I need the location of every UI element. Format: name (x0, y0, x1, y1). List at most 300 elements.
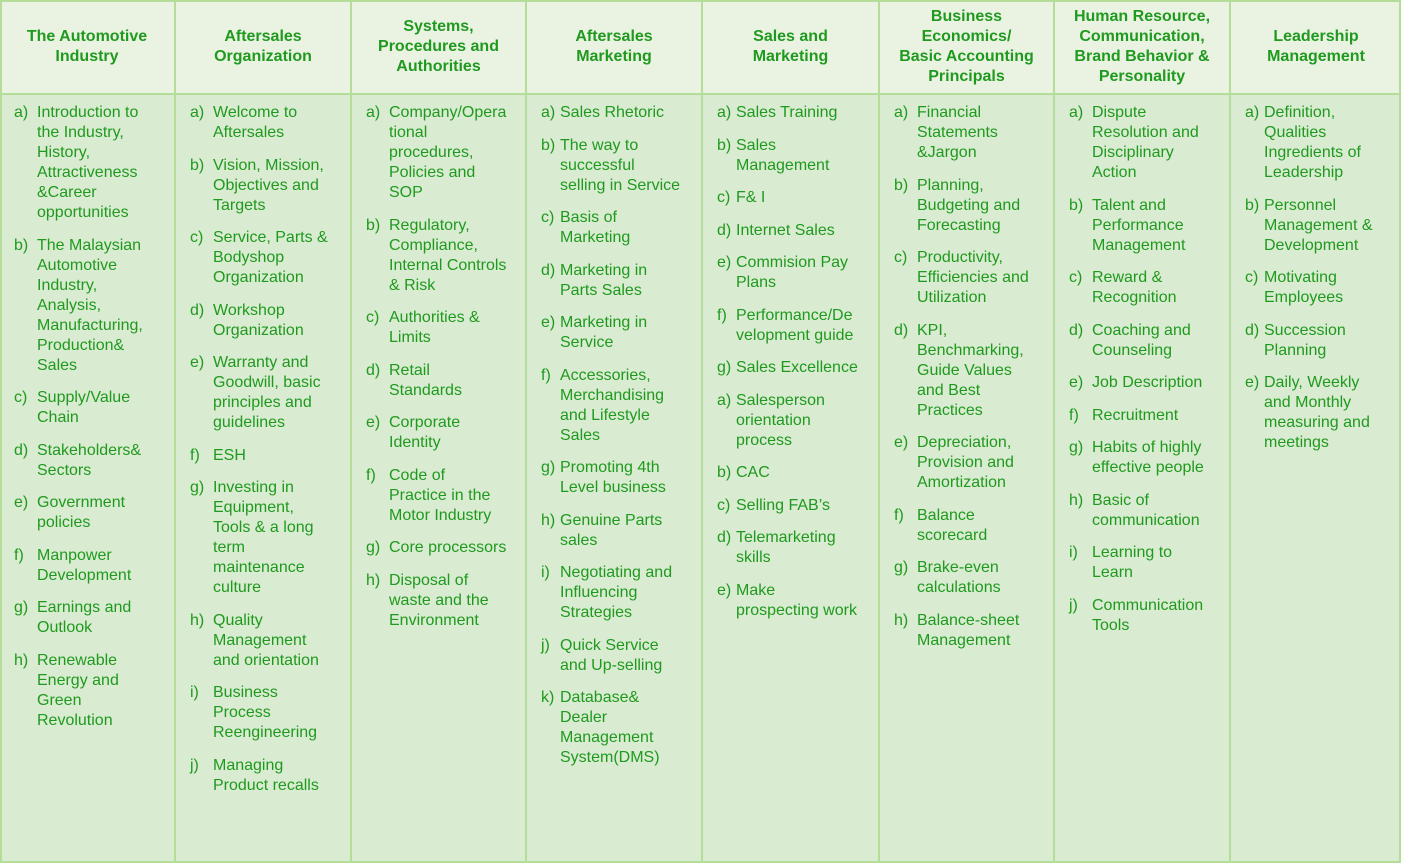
list-item-line: Investing in (213, 479, 294, 496)
list-item-line: Learning to (1092, 544, 1173, 561)
list-item-line: Habits of highly (1092, 439, 1202, 456)
list-item-text (736, 136, 874, 176)
list-item-line: Management (736, 156, 830, 174)
list-item (541, 458, 697, 498)
list-item-text (37, 546, 170, 586)
list-item-marker: f) (14, 546, 24, 564)
list-item-marker: e) (14, 494, 29, 511)
list-item-line: effective people (1092, 459, 1204, 476)
list-item-marker: g) (190, 479, 205, 496)
list-item (717, 306, 874, 346)
list-item-marker: i) (190, 684, 199, 701)
list-item (717, 528, 874, 568)
list-item-line: Recognition (1092, 289, 1177, 306)
list-item-line: Qualities (1264, 124, 1327, 141)
list-item-line: skills (736, 549, 771, 566)
column-header-line: Human Resource, (1073, 7, 1211, 25)
list-item-marker: b) (541, 136, 556, 154)
list-item-marker: c) (190, 229, 204, 246)
list-item-line: Sectors (37, 461, 92, 479)
list-item-line: culture (213, 579, 262, 596)
list-item-line: calculations (917, 579, 1001, 596)
list-item-line: Quick Service (560, 636, 659, 654)
list-item-marker: f) (541, 366, 551, 384)
list-item-marker: a) (717, 104, 732, 121)
list-item-text (736, 496, 874, 516)
list-item-text (560, 261, 697, 301)
list-item-line: Standards (389, 381, 462, 399)
list-item-marker: a) (190, 104, 205, 121)
list-item-line: selling in Service (560, 176, 681, 194)
list-item (894, 176, 1049, 236)
list-item-line: Automotive (37, 256, 118, 274)
list-item-marker: c) (717, 496, 731, 514)
list-item-line: Dispute (1092, 104, 1147, 121)
column-header-line: Procedures and (378, 37, 499, 55)
list-item-text (389, 103, 521, 203)
list-item-line: tional (389, 124, 428, 141)
list-item-line: Business (213, 684, 278, 701)
column-header (1055, 0, 1231, 95)
list-item (14, 651, 170, 731)
list-item-line: Earnings and (37, 599, 132, 616)
list-item-marker: j) (190, 756, 199, 774)
list-item-marker: b) (717, 136, 732, 154)
list-item (190, 228, 346, 288)
list-item-line: Product recalls (213, 776, 319, 794)
column-header-line: Principals (928, 67, 1005, 85)
list-item-line: Tools & a long (213, 519, 314, 536)
list-item-text (736, 103, 874, 123)
list-item (190, 301, 346, 341)
list-item-marker: h) (894, 611, 909, 629)
list-item-line: Learn (1092, 564, 1133, 581)
list-item (717, 103, 874, 123)
list-item-line: Manufacturing, (37, 316, 143, 334)
list-item (1069, 438, 1225, 478)
list-item-text (917, 248, 1049, 308)
list-item-line: Level business (560, 479, 666, 496)
list-item-text (917, 558, 1049, 598)
list-item-line: procedures, (389, 144, 474, 161)
list-item-line: Negotiating and (560, 564, 673, 581)
list-item (366, 308, 521, 348)
list-item-line: Amortization (917, 474, 1006, 491)
list-item-line: Coaching and (1092, 321, 1191, 339)
list-item-line: Brake-even (917, 559, 999, 576)
list-item-line: Definition, (1264, 104, 1336, 121)
list-item-marker: b) (366, 216, 381, 234)
list-item-text (213, 156, 346, 216)
list-item-line: orientation (736, 411, 811, 429)
list-item-text (917, 433, 1049, 493)
list-item-marker: a) (366, 104, 381, 121)
list-item-line: Parts Sales (560, 281, 642, 299)
list-item (1069, 543, 1225, 583)
column-body (703, 95, 880, 863)
list-item-marker: c) (366, 309, 380, 326)
list-item (1245, 268, 1397, 308)
list-item-line: waste and the (389, 591, 489, 609)
list-item-line: Succession (1264, 321, 1346, 339)
list-item-marker: e) (190, 354, 205, 371)
list-item-line: Genuine Parts (560, 511, 663, 529)
list-item-text (560, 136, 697, 196)
column-header (703, 0, 880, 95)
list-item-text (560, 103, 697, 123)
list-item-line: Accessories, (560, 366, 651, 384)
list-item-marker: g) (541, 459, 556, 476)
list-item-text (1092, 103, 1225, 183)
list-item-text (917, 321, 1049, 421)
column-header-line: The Automotive (26, 27, 148, 45)
list-item-line: Management (917, 631, 1011, 649)
list-item-marker: c) (1069, 269, 1083, 286)
list-item-line: Daily, Weekly (1264, 374, 1360, 391)
list-item-line: Sales (560, 426, 601, 444)
list-item-marker: f) (894, 506, 904, 524)
list-item-line: prospecting work (736, 601, 857, 619)
list-item (894, 558, 1049, 598)
list-item-marker: g) (1069, 439, 1084, 456)
list-item (541, 563, 697, 623)
list-item-marker: f) (190, 446, 200, 464)
list-item-text (213, 228, 346, 288)
list-item-line: Plans (736, 274, 777, 291)
list-item-line: CAC (736, 464, 770, 481)
list-item-line: Disposal of (389, 571, 469, 589)
list-item-marker: k) (541, 689, 555, 706)
list-item-marker: a) (1245, 104, 1260, 121)
list-item-line: Policies and (389, 164, 476, 181)
list-item-text (389, 571, 521, 631)
list-item-marker: b) (1069, 196, 1084, 214)
list-item-text (560, 208, 697, 248)
list-item-line: Basic of (1092, 491, 1149, 509)
list-item-line: term (213, 539, 245, 556)
column-body (352, 95, 527, 863)
column-header-line: Authorities (396, 57, 481, 75)
list-item (190, 103, 346, 143)
column-header-line: Communication, (1079, 27, 1205, 45)
list-item-line: Energy and (37, 671, 119, 689)
list-item-marker: b) (717, 464, 732, 481)
list-item-line: Regulatory, (389, 216, 470, 234)
list-item-marker: b) (14, 236, 29, 254)
list-item-line: Manpower (37, 546, 112, 564)
list-item (366, 103, 521, 203)
list-item (366, 216, 521, 296)
column-header (176, 0, 352, 95)
list-item-line: Sales Training (736, 104, 838, 121)
list-item-line: Basis of (560, 209, 617, 226)
list-item-text (560, 458, 697, 498)
list-item-marker: a) (14, 104, 29, 121)
list-item-line: Selling FAB’s (736, 496, 830, 514)
list-item-marker: d) (1069, 321, 1084, 339)
list-item-text (1092, 373, 1225, 393)
list-item (1245, 196, 1397, 256)
list-item-marker: g) (894, 559, 909, 576)
list-item-marker: h) (14, 651, 29, 669)
list-item-text (213, 301, 346, 341)
list-item-line: Guide Values (917, 361, 1012, 379)
list-item-line: policies (37, 514, 91, 531)
list-item-line: & Risk (389, 276, 436, 294)
list-item (366, 466, 521, 526)
list-item-line: SOP (389, 184, 423, 201)
list-item (1069, 321, 1225, 361)
list-item-line: Renewable (37, 651, 118, 669)
list-item (190, 611, 346, 671)
list-item-line: Bodyshop (213, 249, 285, 266)
list-item-marker: d) (1245, 321, 1260, 339)
list-item-line: Workshop (213, 301, 285, 319)
list-item-marker: i) (541, 564, 550, 581)
list-item-text (389, 308, 521, 348)
list-item-line: Balance (917, 506, 975, 524)
list-item-marker: g) (14, 599, 29, 616)
list-item-line: Aftersales (213, 124, 285, 141)
list-item-line: and Lifestyle (560, 406, 650, 424)
list-item-text (37, 441, 170, 481)
list-item-text (389, 216, 521, 296)
list-item (1069, 196, 1225, 256)
list-item-text (1092, 268, 1225, 308)
list-item-marker: a) (717, 391, 732, 409)
list-item-marker: h) (541, 511, 556, 529)
list-item-marker: j) (1069, 596, 1078, 614)
list-item-line: Tools (1092, 616, 1130, 634)
list-item (717, 496, 874, 516)
list-item-line: Resolution and (1092, 124, 1199, 141)
list-item (14, 103, 170, 223)
list-item-line: Analysis, (37, 296, 102, 314)
column-header-line: Marketing (576, 47, 652, 65)
list-item (717, 136, 874, 176)
list-item-marker: e) (717, 581, 732, 599)
list-item (190, 156, 346, 216)
list-item-text (736, 391, 874, 451)
column-header (352, 0, 527, 95)
list-item-marker: e) (894, 434, 909, 451)
list-item (366, 571, 521, 631)
list-item-text (1092, 491, 1225, 531)
list-item-line: opportunities (37, 204, 129, 221)
list-item (1245, 321, 1397, 361)
list-item (1069, 596, 1225, 636)
list-item-marker: e) (1245, 374, 1260, 391)
list-item-line: Balance-sheet (917, 611, 1020, 629)
list-item-line: Reengineering (213, 724, 318, 741)
list-item-line: Managing (213, 756, 284, 774)
list-item-line: Salesperson (736, 391, 825, 409)
list-item-text (37, 236, 170, 376)
list-item-line: Attractiveness (37, 164, 138, 181)
column-header-line: Marketing (752, 47, 829, 65)
list-item-line: Employees (1264, 289, 1344, 306)
list-item-line: maintenance (213, 559, 305, 576)
list-item-text (213, 446, 346, 466)
list-item-marker: c) (541, 209, 555, 226)
list-item-line: Practice in the (389, 486, 491, 504)
list-item-line: Sales Rhetoric (560, 104, 665, 121)
list-item-text (736, 306, 874, 346)
list-item-line: Ingredients of (1264, 144, 1361, 161)
list-item-line: Internet Sales (736, 221, 835, 239)
list-item-text (1264, 196, 1397, 256)
list-item-text (1264, 103, 1397, 183)
list-item (1069, 268, 1225, 308)
column-body (1055, 95, 1231, 863)
list-item-line: Planning (1264, 341, 1327, 359)
list-item-text (560, 563, 697, 623)
column-header-line: Economics/ (921, 27, 1012, 45)
list-item-line: Service, Parts & (213, 229, 328, 246)
list-item (1069, 406, 1225, 426)
list-item-text (37, 493, 170, 533)
list-item (1245, 103, 1397, 183)
list-item-line: and Best (917, 381, 981, 399)
list-item-line: Productivity, (917, 249, 1003, 266)
list-item-line: sales (560, 531, 598, 549)
list-item-line: Supply/Value (37, 389, 131, 406)
list-item-line: Recruitment (1092, 406, 1179, 424)
list-item-text (213, 353, 346, 433)
list-item-text (1092, 438, 1225, 478)
list-item-text (1092, 406, 1225, 426)
list-item-line: Internal Controls (389, 256, 507, 274)
list-item-marker: d) (717, 529, 732, 546)
list-item-line: Planning, (917, 176, 984, 194)
list-item-marker: d) (366, 361, 381, 379)
list-item-text (37, 598, 170, 638)
list-item-line: Counseling (1092, 341, 1173, 359)
list-item-line: Benchmarking, (917, 341, 1024, 359)
list-item-text (560, 688, 697, 768)
list-item (717, 463, 874, 483)
column-header (0, 0, 176, 95)
column-body (0, 95, 176, 863)
column-header (527, 0, 703, 95)
list-item-line: Sales (37, 356, 78, 374)
list-item-line: Identity (389, 434, 441, 451)
column-body (527, 95, 703, 863)
list-item-text (917, 103, 1049, 163)
list-item (1245, 373, 1397, 453)
list-item-marker: c) (717, 189, 731, 206)
list-item-line: Statements (917, 124, 998, 141)
list-item (1069, 103, 1225, 183)
list-item-text (389, 538, 521, 558)
list-item-line: System(DMS) (560, 749, 660, 766)
list-item-marker: g) (366, 539, 381, 556)
list-item-line: Goodwill, basic (213, 374, 321, 391)
list-item-line: Performance/De (736, 306, 853, 324)
list-item-line: Action (1092, 164, 1137, 181)
list-item-marker: d) (717, 221, 732, 239)
list-item-line: process (736, 431, 793, 449)
list-item-line: Warranty and (213, 354, 309, 371)
list-item-line: Marketing in (560, 314, 648, 331)
list-item (541, 103, 697, 123)
list-item-text (560, 366, 697, 446)
column-header-line: Industry (55, 47, 119, 65)
list-item-line: Communication (1092, 596, 1204, 614)
list-item-line: Marketing (560, 229, 631, 246)
list-item-line: Influencing (560, 584, 638, 601)
list-item-text (213, 103, 346, 143)
list-item-line: Environment (389, 611, 479, 629)
list-item-text (1264, 321, 1397, 361)
list-item-text (37, 651, 170, 731)
list-item-text (917, 611, 1049, 651)
list-item-line: Management (213, 631, 307, 649)
list-item-marker: e) (541, 314, 556, 331)
list-item (894, 103, 1049, 163)
list-item-text (37, 103, 170, 223)
list-item-marker: c) (14, 389, 28, 406)
list-item-marker: e) (366, 414, 381, 431)
list-item-line: Vision, Mission, (213, 156, 324, 174)
list-item-line: The way to (560, 136, 639, 154)
list-item (894, 611, 1049, 651)
list-item-text (736, 463, 874, 483)
list-item-line: &Jargon (917, 144, 977, 161)
list-item-line: Reward & (1092, 269, 1163, 286)
list-item (366, 413, 521, 453)
list-item-line: Limits (389, 329, 431, 346)
list-item-line: ESH (213, 446, 246, 464)
list-item (14, 493, 170, 533)
column-header-line: Basic Accounting (899, 47, 1034, 65)
list-item-line: Stakeholders& (37, 441, 142, 459)
list-item (894, 506, 1049, 546)
list-item-line: Green (37, 691, 82, 709)
list-item-line: Sales (736, 136, 777, 154)
list-item (541, 136, 697, 196)
list-item-line: Code of (389, 466, 446, 484)
list-item (894, 433, 1049, 493)
list-item-line: Retail (389, 361, 430, 379)
column-header-line: Aftersales (575, 27, 653, 45)
list-item-line: communication (1092, 511, 1200, 529)
list-item-text (917, 176, 1049, 236)
list-item-line: Marketing in (560, 261, 648, 279)
list-item (190, 683, 346, 743)
list-item (1069, 491, 1225, 531)
list-item (366, 361, 521, 401)
list-item-line: Budgeting and (917, 196, 1021, 214)
list-item (894, 321, 1049, 421)
list-item-line: principles and (213, 394, 312, 411)
list-item (14, 236, 170, 376)
list-item-marker: f) (366, 466, 376, 484)
list-item-text (736, 188, 874, 208)
list-item-marker: e) (717, 254, 732, 271)
list-item-text (213, 756, 346, 796)
list-item (541, 261, 697, 301)
column-header-line: Leadership (1273, 27, 1359, 45)
list-item-line: F& I (736, 189, 766, 206)
list-item-line: Sales Excellence (736, 359, 858, 376)
list-item-line: &Career (37, 184, 97, 201)
list-item-line: Equipment, (213, 499, 294, 516)
column-header-line: Personality (1098, 67, 1186, 85)
list-item-line: Chain (37, 409, 79, 426)
list-item-text (37, 388, 170, 428)
list-item (717, 221, 874, 241)
